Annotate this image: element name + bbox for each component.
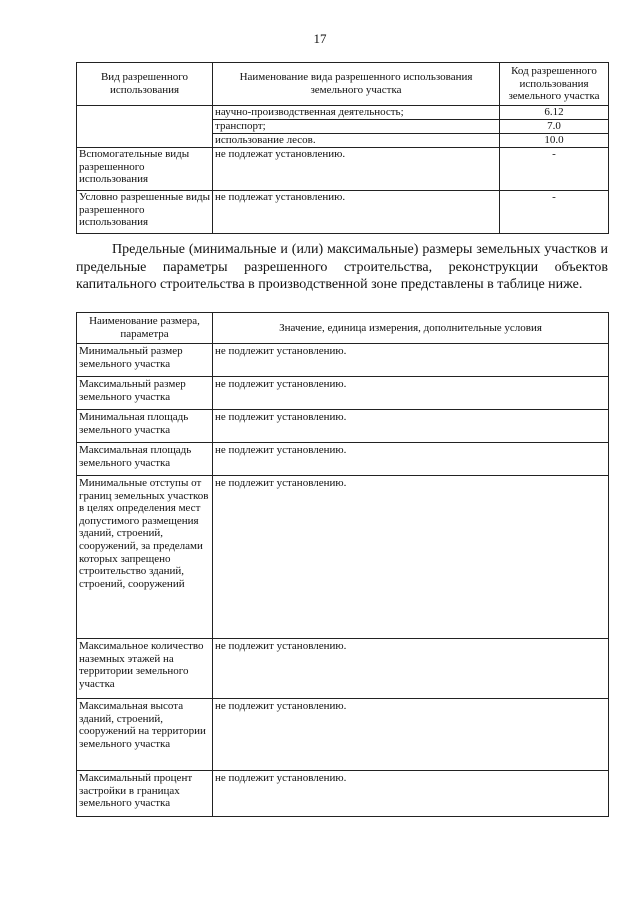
table-row: [77, 148, 609, 191]
use-name-cell: научно-производственная деятельность;: [213, 106, 500, 120]
header-use-type: Вид разрешенного использования: [77, 63, 213, 106]
header-value: Значение, единица измерения, дополнительные условия: [213, 313, 609, 344]
value-cell: не подлежит установлению.: [213, 344, 609, 377]
main-use-type-cell: [77, 106, 213, 148]
parameter-cell: Минимальный размер земельного участка: [77, 344, 213, 377]
value-cell: не подлежит установлению.: [213, 771, 609, 817]
aux-use-code-cell: -: [500, 148, 609, 191]
parameter-cell: Максимальная площадь земельного участка: [77, 443, 213, 476]
parameter-cell: Максимальный размер земельного участка: [77, 377, 213, 410]
parameter-cell: Максимальная высота зданий, строений, сооружений на территории земельного участка: [77, 699, 213, 771]
table-row: [77, 377, 609, 410]
parameter-cell: Минимальная площадь земельного участка: [77, 410, 213, 443]
use-code-cell: 6.12: [500, 106, 609, 120]
table-row: [77, 476, 609, 639]
table-header-row: [77, 313, 609, 344]
table-row: [77, 639, 609, 699]
table-row: [77, 106, 609, 120]
use-code-cell: 7.0: [500, 120, 609, 134]
header-use-name: Наименование вида разрешенного использования земельного участка: [213, 63, 500, 106]
use-name-cell: использование лесов.: [213, 134, 500, 148]
use-code-cell: 10.0: [500, 134, 609, 148]
permitted-use-table: [76, 62, 609, 234]
table-header-row: [77, 63, 609, 106]
value-cell: не подлежит установлению.: [213, 699, 609, 771]
aux-use-name-cell: не подлежат установлению.: [213, 148, 500, 191]
parameters-table: [76, 312, 609, 817]
body-paragraph: Предельные (минимальные и (или) максимальные) размеры земельных участков и предельные параметры разрешенного строительства, реконструкции объектов капитального строительства в производственной зоне представлены в таблице ниже.: [76, 242, 608, 292]
parameter-cell: Максимальное количество наземных этажей на территории земельного участка: [77, 639, 213, 699]
cond-use-name-cell: не подлежат установлению.: [213, 191, 500, 234]
cond-use-type-cell: Условно разрешенные виды разрешенного использования: [77, 191, 213, 234]
header-parameter: Наименование размера, параметра: [77, 313, 213, 344]
cond-use-code-cell: -: [500, 191, 609, 234]
value-cell: не подлежит установлению.: [213, 410, 609, 443]
table-row: [77, 410, 609, 443]
use-name-cell: транспорт;: [213, 120, 500, 134]
header-use-code: Код разрешенного использования земельного участка: [500, 63, 609, 106]
table-row: [77, 771, 609, 817]
value-cell: не подлежит установлению.: [213, 639, 609, 699]
table-row: [77, 344, 609, 377]
table-row: [77, 443, 609, 476]
value-cell: не подлежит установлению.: [213, 443, 609, 476]
value-cell: не подлежит установлению.: [213, 476, 609, 639]
parameter-cell: Максимальный процент застройки в границах земельного участка: [77, 771, 213, 817]
table-row: [77, 191, 609, 234]
page-number: 17: [313, 31, 327, 46]
value-cell: не подлежит установлению.: [213, 377, 609, 410]
table-row: [77, 699, 609, 771]
aux-use-type-cell: Вспомогательные виды разрешенного использования: [77, 148, 213, 191]
parameter-cell: Минимальные отступы от границ земельных участков в целях определения мест допустимого размещения зданий, строений, сооружений, за пределами которых запрещено строительство зданий, строений, сооружений: [77, 476, 213, 639]
